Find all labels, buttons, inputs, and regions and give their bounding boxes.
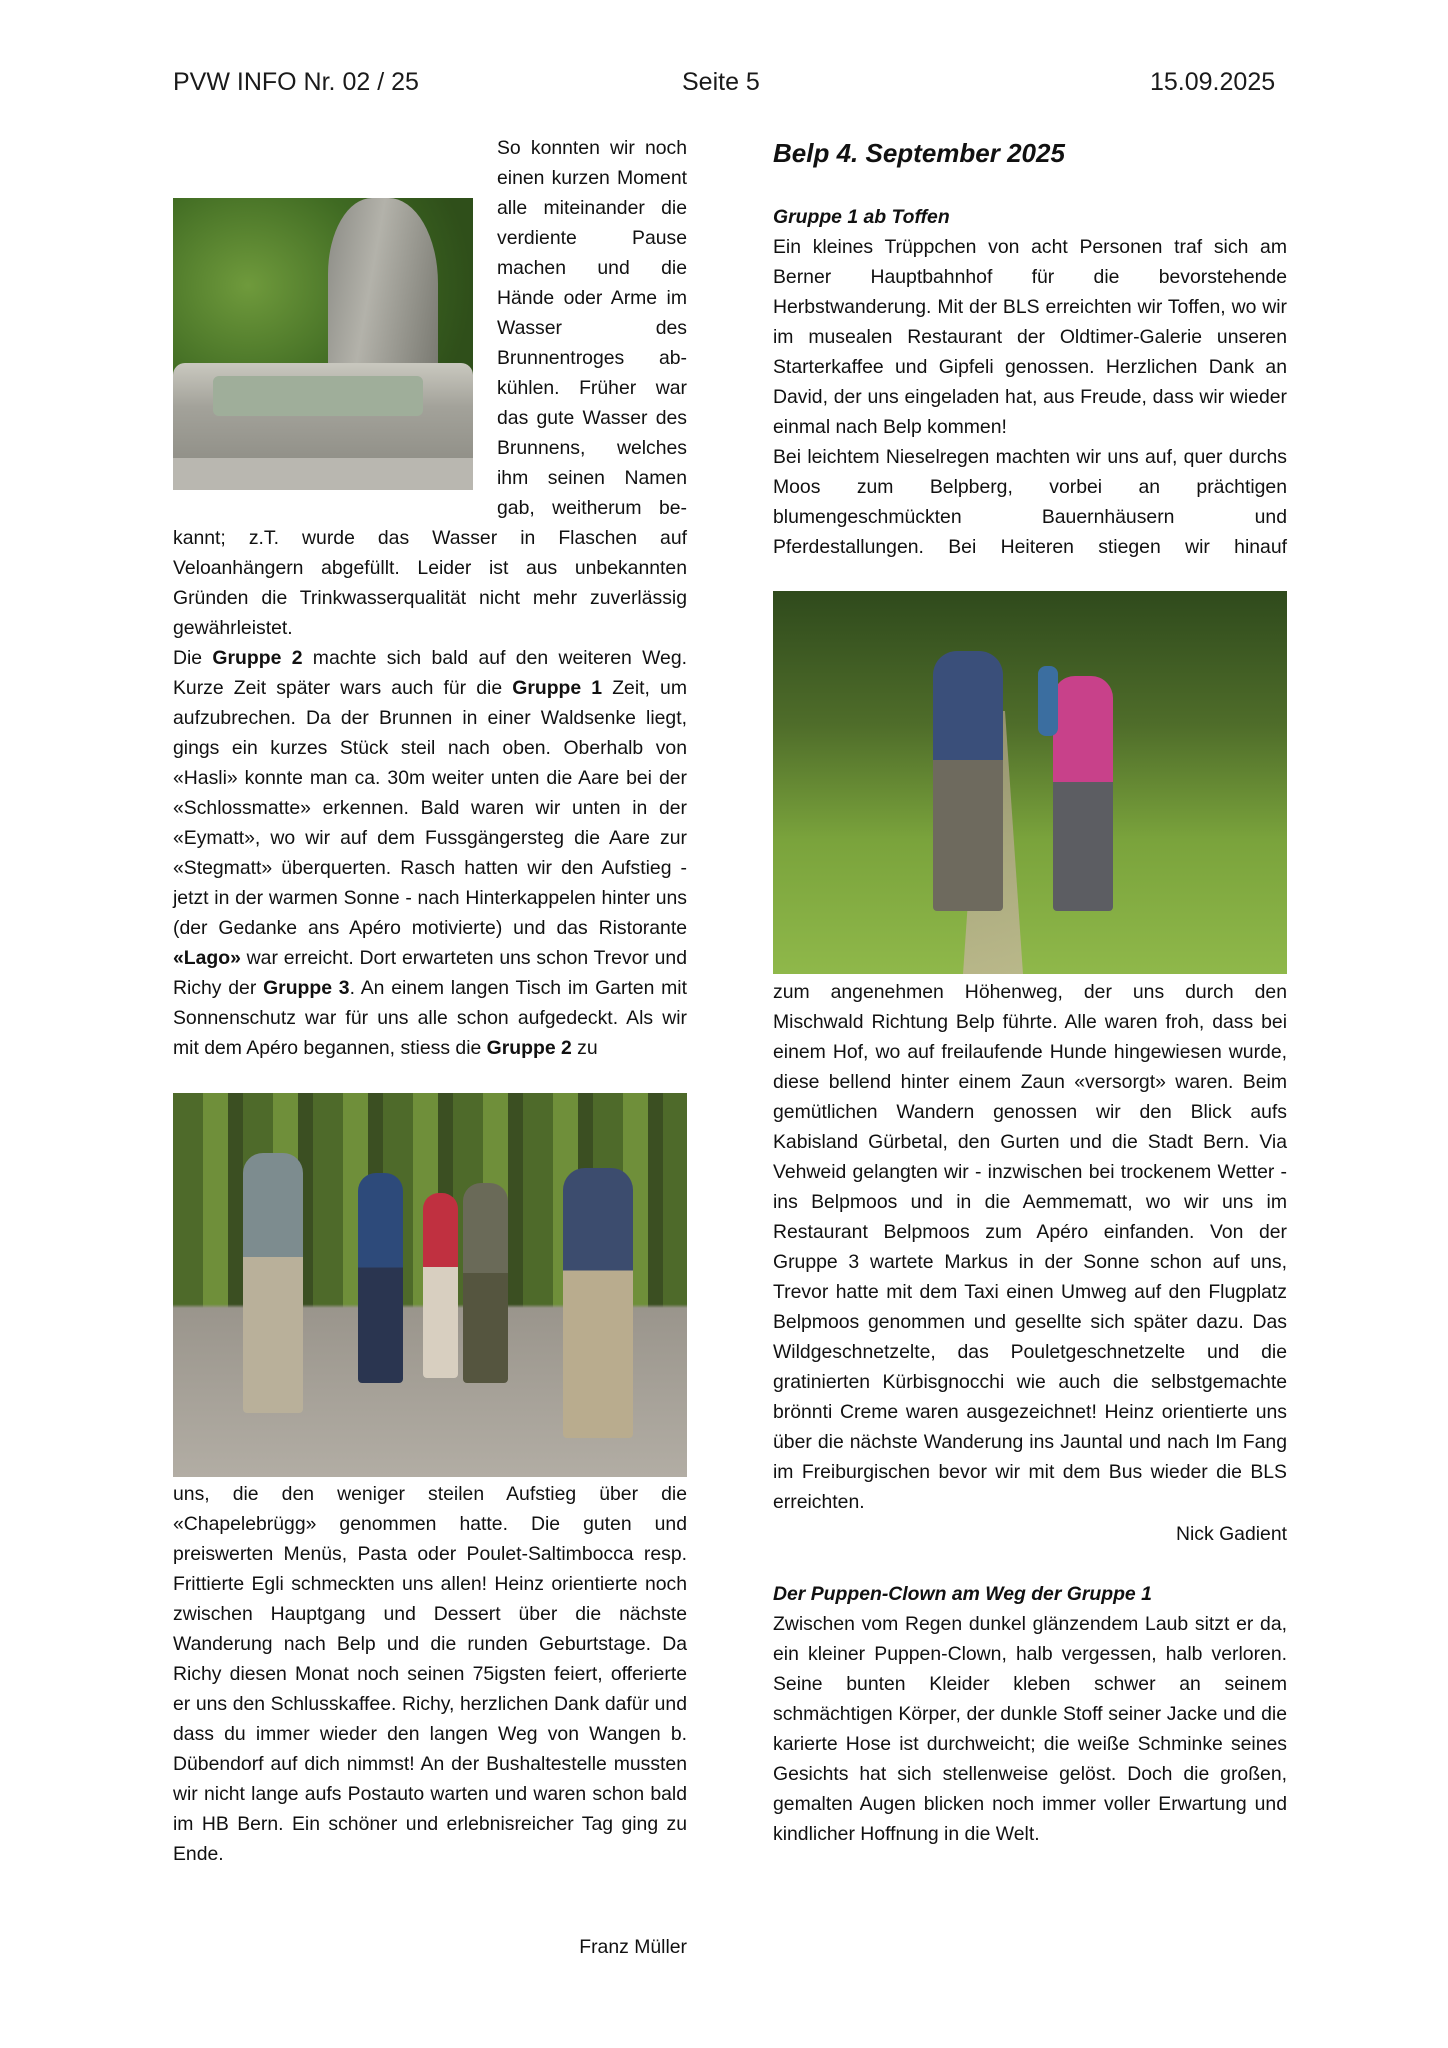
paragraph-route [173,643,687,1063]
photo-hikers-forest-path [773,591,1287,974]
bold-group-name: Gruppe 2 [486,1037,572,1059]
paragraph-puppen-clown: Zwischen vom Regen dunkel glänzendem Laub sitzt er da, ein kleiner Puppen-Clown, halb vergessen, halb verloren. Seine bunten Kleider kleben schwer an seinem schmächtigen Körper, der dunkle Stoff seiner Jacke und die karierte Hose ist durchweicht; die weiße Schminke seines Gesichts hat sich stellenweise gelöst. Doch die großen, gemalten Augen blicken noch immer voller Erwartung und kindlicher Hoffnung in die Welt. [773,1613,1287,1845]
paragraph-walk-part1: Bei leichtem Nieselregen machten wir uns auf, quer durchs Moos zum Belpberg, vorbei an prächtigen blumengeschmückten Bauernhäusern und Pferdestallungen. Bei Heiteren stiegen wir hinauf [773,446,1287,558]
article-title: Belp 4. September 2025 [773,138,1065,168]
group-photo-hikers-forest-road [173,1093,687,1477]
left-article-part2 [173,1479,687,1869]
right-article-part1 [773,136,1287,562]
header-page-number: Seite 5 [682,68,760,96]
bold-group-name: Gruppe 2 [212,647,303,669]
section-title-gruppe1: Gruppe 1 ab Toffen [773,206,950,228]
paragraph-lunch: uns, die den weniger steilen Aufstieg über die «Chapelebrügg» genommen hatte. Die guten und preiswerten Menüs, Pasta oder Poulet-Saltimbocca resp. Frittierte Egli schmeckten uns allen! Heinz orientierte noch zwischen Hauptgang und Dessert über die nächste Wanderung nach Belp und die runden Geburtstage. Da Richy diesen Monat noch seinen 75igsten feiert, offerierte er uns den Schlusskaffee. Richy, herzlichen Dank dafür und dass du immer wieder den langen Weg von Wangen b. Dübendorf auf dich nimmst! An der Bushaltestelle mussten wir nicht lange aufs Postauto warten und waren schon bald im HB Bern. Ein schöner und erlebnisreicher Tag ging zu Ende. [173,1483,687,1865]
author-signature-right: Nick Gadient [1175,1523,1287,1545]
bold-group-name: Gruppe 3 [263,977,350,999]
text-segment: . An einem langen Tisch im Garten mit Sonnenschutz war für uns alle schon aufgedeckt. Als wir mit dem Apéro begannen, stiess die [173,977,687,1059]
paragraph-walk-part2: zum angenehmen Höhenweg, der uns durch den Mischwald Richtung Belp führte. Alle waren froh, dass bei einem Hof, wo auf freilaufende Hunde hingewiesen wurde, diese bellend hinter einem Zaun «versorgt» waren. Beim gemütlichen Wandern genossen wir den Blick aufs Kabisland Gürbetal, den Gurten und die Stadt Bern. Via Vehweid gelangten wir - inzwischen bei trockenem Wetter - ins Belpmoos und in die Aemmematt, wo wir uns im Restaurant Belpmoos zum Apéro einfanden. Von der Gruppe 3 wartete Markus in der Sonne schon auf uns, Trevor hatte mit dem Taxi einen Umweg auf den Flugplatz Belpmoos genommen und gesellte sich später dazu. Das Wildgeschnetzelte, das Pouletgeschnetzelte und die gratinierten Kürbisgnocchi wie auch die selbstgemachte brönnti Creme waren ausgezeichnet! Heinz orientierte uns über die nächste Wanderung ins Jauntal und nach Im Fang im Freiburgischen bevor wir mit dem Bus wieder die BLS erreichten. [773,981,1287,1513]
text-segment: Zeit, um aufzubrechen. Da der Brunnen in einer Waldsenke liegt, gings ein kurzes Stück steil nach oben. Oberhalb von «Hasli» konnte man ca. 30m weiter unten die Aare bei der «Schlossmatte» erkennen. Bald waren wir unten in der «Eymatt», wo wir auf dem Fussgängersteg die Aare zur «Stegmatt» überquerten. Rasch hatten wir den Aufstieg - jetzt in der warmen Sonne - nach Hinterkappelen hinter uns (der Gedanke ans Apéro motivierte) und das Ristorante [173,677,687,939]
paragraph-fountain-text [173,133,687,643]
right-article-part2 [773,977,1287,1849]
header-date: 15.09.2025 [1150,68,1276,96]
section-title-puppen-clown: Der Puppen-Clown am Weg der Gruppe 1 [773,1583,1152,1605]
fountain-photo [173,198,473,490]
text-segment: zu [571,1037,598,1059]
text-segment: war erreicht. Dort erwarteten uns schon Trevor und Richy der [173,947,687,999]
text-segment: Die [173,647,213,669]
bold-group-name: Gruppe 1 [512,677,603,699]
bold-group-name: «Lago» [173,947,241,969]
author-signature-left: Franz Müller [579,1936,687,1958]
header-publication: PVW INFO Nr. 02 / 25 [173,68,419,96]
text-segment: machte sich bald auf den weiteren Weg. Kurze Zeit später wars auch für die [173,647,687,699]
fountain-paragraph: So konnten wir noch einen kurzen Moment alle miteinander die verdiente Pause machen und die Hände oder Arme im Wasser des Brunnentroges abkühlen. Früher war das gute Wasser des Brunnens, welches ihm seinen Namen gab, weitherum bekannt; z.T. wurde das Wasser in Flaschen auf Veloanhängern abgefüllt. Leider ist aus unbekannten Gründen die Trinkwasserqualität nicht mehr zuverlässig gewährleistet. [173,137,687,639]
paragraph-start: Ein kleines Trüppchen von acht Personen traf sich am Berner Hauptbahnhof für die bevorstehende Herbstwanderung. Mit der BLS erreichten wir Toffen, wo wir im musealen Restaurant der Oldtimer-Galerie unseren Starterkaffee und Gipfeli genossen. Herzlichen Dank an David, der uns eingeladen hat, aus Freude, dass wir wieder einmal nach Belp kommen! [773,236,1287,438]
left-article-flow [173,133,687,1063]
